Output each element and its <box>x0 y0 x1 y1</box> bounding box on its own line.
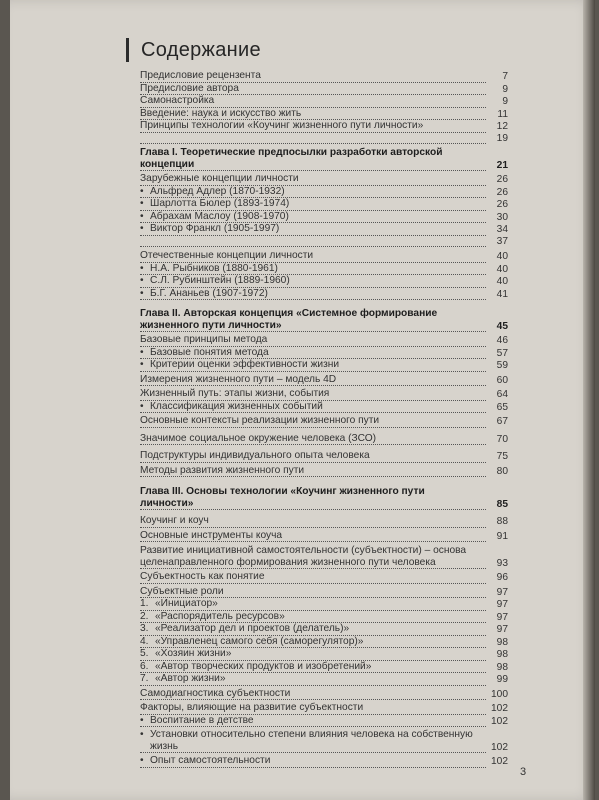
page-number: 3 <box>520 766 527 778</box>
page-edge-shadow <box>583 0 595 800</box>
toc-entry: Основные инструменты коуча 91 <box>140 529 508 542</box>
toc-entry: Предисловие автора 9 <box>140 82 508 95</box>
toc-entry: 2. «Распорядитель ресурсов» 97 <box>140 610 508 623</box>
toc-entry: Самодиагностика субъектности 100 <box>140 687 508 700</box>
toc-entry: Субъектность как понятие 96 <box>140 571 508 583</box>
toc-entry: Базовые принципы метода 46 <box>140 334 508 346</box>
toc-entry: • С.Л. Рубинштейн (1889-1960) 40 <box>140 275 508 287</box>
chapter-heading: жизненного пути личности» 45 <box>140 319 508 332</box>
toc-entry: Зарубежные концепции личности 26 <box>140 173 508 185</box>
toc-entry: целенаправленного формирования жизненного пути человека 93 <box>140 556 508 569</box>
title-accent-bar <box>126 38 129 62</box>
toc-entry: Предисловие рецензента 7 <box>140 70 508 82</box>
toc-entry: 19 <box>140 133 508 145</box>
toc-entry: • Виктор Франкл (1905-1997) 34 <box>140 223 508 235</box>
toc-entry: 7. «Автор жизни» 99 <box>140 673 508 685</box>
toc-entry: 4. «Управленец самого себя (саморегулятор)» 98 <box>140 635 508 648</box>
toc-entry: 5. «Хозяин жизни» 98 <box>140 648 508 660</box>
toc-entry: • Классификация жизненных событий 65 <box>140 400 508 413</box>
toc-entry: • Воспитание в детстве 102 <box>140 714 508 727</box>
toc-entry: • Базовые понятия метода 57 <box>140 346 508 359</box>
toc-entry: 37 <box>140 236 508 248</box>
toc-entry: Коучинг и коуч 88 <box>140 515 508 527</box>
chapter-heading: личности» 85 <box>140 497 508 510</box>
toc-entry: Введение: наука и искусство жить 11 <box>140 107 508 120</box>
toc-entry: Факторы, влияющие на развитие субъектности 102 <box>140 702 508 714</box>
toc-title <box>126 36 261 64</box>
toc-entry: Методы развития жизненного пути 80 <box>140 464 508 477</box>
chapter-heading: концепции 21 <box>140 158 508 171</box>
toc-entry: Основные контексты реализации жизненного пути 67 <box>140 415 508 427</box>
toc-entry: Принципы технологии «Коучинг жизненного пути личности» 12 <box>140 120 508 132</box>
toc-entry: Измерения жизненного пути – модель 4D 60 <box>140 373 508 386</box>
toc-entry: • Н.А. Рыбников (1880-1961) 40 <box>140 262 508 275</box>
toc-entry: Отечественные концепции личности 40 <box>140 250 508 262</box>
toc-entry: • Шарлотта Бюлер (1893-1974) 26 <box>140 198 508 210</box>
toc-entry: Субъектные роли 97 <box>140 585 508 598</box>
toc-entry: • Опыт самостоятельности 102 <box>140 755 508 767</box>
chapter-heading: Глава II. Авторская концепция «Системное формирование <box>140 308 438 319</box>
chapter-heading: Глава I. Теоретические предпосылки разработки авторской <box>140 147 443 158</box>
toc-entry: • Установки относительно степени влияния человека на собственную <box>140 729 473 740</box>
chapter-heading: Глава III. Основы технологии «Коучинг жизненного пути <box>140 486 425 497</box>
toc-entry: 6. «Автор творческих продуктов и изобретений» 98 <box>140 660 508 673</box>
book-page <box>10 0 595 800</box>
toc-entry: • Б.Г. Ананьев (1907-1972) 41 <box>140 287 508 300</box>
page-title: Содержание <box>141 38 261 61</box>
toc-entry: Подструктуры индивидуального опыта человека 75 <box>140 450 508 462</box>
toc-entry: 3. «Реализатор дел и проектов (делатель)» 97 <box>140 623 508 635</box>
toc-entry: Жизненный путь: этапы жизни, события 64 <box>140 388 508 400</box>
toc-entry: • Критерии оценки эффективности жизни 59 <box>140 359 508 371</box>
toc-entry: • Абрахам Маслоу (1908-1970) 30 <box>140 210 508 223</box>
toc-entry: Развитие инициативной самостоятельности (субъектности) – основа <box>140 545 467 556</box>
toc-entry: • Альфред Адлер (1870-1932) 26 <box>140 185 508 198</box>
table-of-contents <box>140 70 508 768</box>
toc-entry: 1. «Инициатор» 97 <box>140 598 508 610</box>
toc-entry: Самонастройка 9 <box>140 95 508 107</box>
toc-entry: жизнь 102 <box>140 741 508 754</box>
toc-entry: Значимое социальное окружение человека (ЗСО) 70 <box>140 432 508 445</box>
